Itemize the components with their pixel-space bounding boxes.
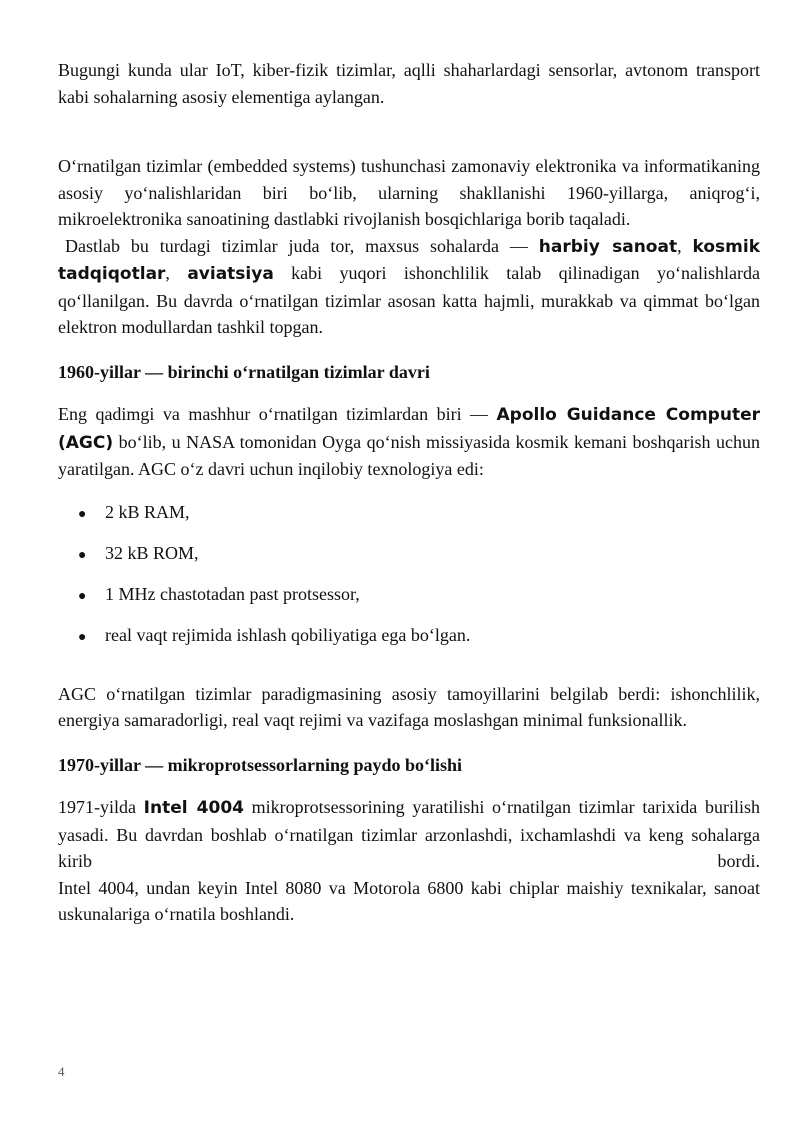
list-item xyxy=(58,540,760,581)
list-item xyxy=(58,581,760,622)
origin-paragraph: O‘rnatilgan tizimlar (embedded systems) tushunchasi zamonaviy elektronika va informatikaning asosiy yo‘nalishlaridan biri bo‘lib, ularning shakllanishi 1960-yillarga, aniqrog‘i, mikroelektronika sanoatining dastlabki rivojlanish bosqichlariga borib taqaladi. xyxy=(58,156,760,229)
separator: , xyxy=(165,263,188,283)
highlight-military: harbiy sanoat xyxy=(538,236,678,257)
section-heading-1960s: 1960-yillar — birinchi o‘rnatilgan tizimlar davri xyxy=(58,361,430,382)
section-heading-1970s: 1970-yillar — mikroprotsessorlarning paydo bo‘lishi xyxy=(58,754,463,775)
list-item-text: 32 kB ROM, xyxy=(105,542,199,563)
list-item xyxy=(58,622,760,663)
agc-spec-list xyxy=(58,499,760,663)
highlight-intel-4004: Intel 4004 xyxy=(143,798,244,818)
intro-paragraph: Bugungi kunda ular IoT, kiber-fizik tizimlar, aqlli shaharlardagi sensorlar, avtonom transport kabi sohalarning asosiy elementiga aylangan. xyxy=(58,60,760,107)
early-usage-text-end: kabi yuqori ishonchlilik talab qilinadigan yo‘nalishlarda qo‘llanilgan. Bu davrda o‘rnatilgan tizimlar asosan katta hajmli, murakkab va qimmat bo‘lgan elektron modullardan tashkil topgan. xyxy=(58,263,760,337)
list-item xyxy=(58,499,760,540)
bullet-icon: ● xyxy=(78,588,87,604)
highlight-aviation: aviatsiya xyxy=(187,264,274,284)
agc-text-start: Eng qadimgi va mashhur o‘rnatilgan tizimlardan biri — xyxy=(58,404,497,424)
bullet-icon: ● xyxy=(78,506,87,522)
list-item-text: 2 kB RAM, xyxy=(105,501,190,522)
early-usage-text-start: Dastlab bu turdagi tizimlar juda tor, maxsus sohalarda — xyxy=(65,235,539,256)
highlight-agc: Apollo Guidance Computer (AGC) xyxy=(58,405,760,453)
chips-paragraph: Intel 4004, undan keyin Intel 8080 va Motorola 6800 kabi chiplar maishiy texnikalar, sanoat uskunalariga o‘rnatila boshlandi. xyxy=(58,877,760,924)
highlight-space-research: kosmik tadqiqotlar xyxy=(58,236,760,284)
agc-text-end: bo‘lib, u NASA tomonidan Oyga qo‘nish missiyasida kosmik kemani boshqarish uchun yaratilgan. AGC o‘z davri uchun inqilobiy texnologiya edi: xyxy=(58,431,760,479)
bullet-icon: ● xyxy=(78,629,87,645)
separator: , xyxy=(677,235,693,256)
list-item-text: real vaqt rejimida ishlash qobiliyatiga ega bo‘lgan. xyxy=(105,624,471,645)
intel-text-start: 1971-yilda xyxy=(58,797,144,817)
spacer xyxy=(58,110,760,153)
agc-conclusion-paragraph: AGC o‘rnatilgan tizimlar paradigmasining asosiy tamoyillarini belgilab berdi: ishonchlilik, energiya samaradorligi, real vaqt rejimi va vazifaga moslashgan minimal funksionallik. xyxy=(58,683,760,730)
agc-paragraph xyxy=(58,401,760,483)
bullet-icon: ● xyxy=(78,547,87,563)
early-usage-paragraph xyxy=(58,233,760,341)
intel-text-mid: mikroprotsessorining yaratilishi o‘rnatilgan tizimlar tarixida burilish yasadi. Bu davrdan boshlab o‘rnatilgan tizimlar arzonlashdi, ixchamlashdi va keng sohalarga kirib bordi. xyxy=(58,797,760,871)
document-page xyxy=(58,57,760,928)
page-number: 4 xyxy=(58,1064,65,1079)
intel-paragraph xyxy=(58,794,760,875)
list-item-text: 1 MHz chastotadan past protsessor, xyxy=(105,583,360,604)
